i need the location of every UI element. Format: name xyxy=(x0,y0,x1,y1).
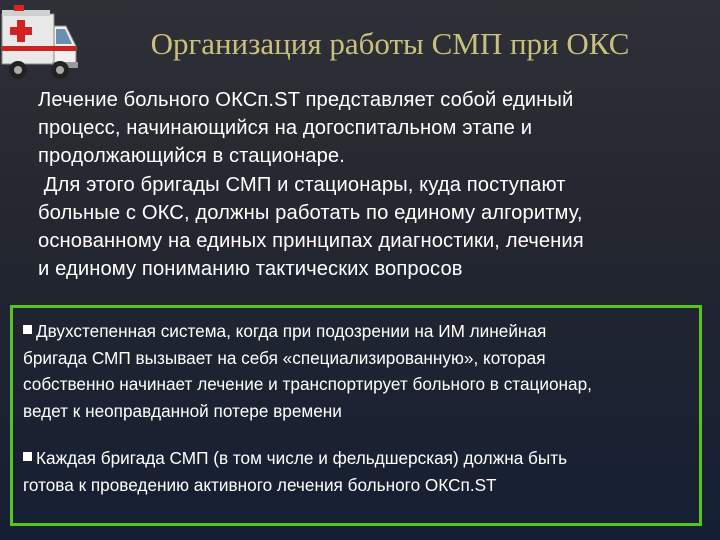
bullet-line xyxy=(23,445,699,472)
bullet-line: ведет к неоправданной потере времени xyxy=(23,400,342,421)
intro-line: и единому пониманию тактических вопросов xyxy=(38,258,463,281)
bullet-line: готова к проведению активного лечения больного ОКСп.ST xyxy=(23,474,497,495)
square-bullet-icon xyxy=(23,452,32,461)
ambulance-icon xyxy=(0,0,78,82)
intro-line: больные с ОКС, должны работать по единому алгоритму, xyxy=(38,201,583,224)
bullet-line: бригада СМП вызывает на себя «специализированную», которая xyxy=(23,347,546,368)
intro-line: Для этого бригады СМП и стационары, куда поступают xyxy=(38,173,566,196)
intro-line: основанному на единых принципах диагностики, лечения xyxy=(38,230,584,253)
bullet-item xyxy=(23,318,699,424)
intro-line: Лечение больного ОКСп.ST представляет собой единый xyxy=(38,89,574,111)
intro-line: продолжающийся в стационаре. xyxy=(38,145,345,168)
slide-title: Организация работы СМП при ОКС xyxy=(150,26,630,61)
intro-paragraph xyxy=(38,86,708,283)
bullet-item xyxy=(23,445,699,498)
square-bullet-icon xyxy=(23,325,32,334)
bullet-text: Каждая бригада СМП (в том числе и фельдшерская) должна быть xyxy=(36,448,568,468)
intro-line: процесс, начинающийся на догоспитальном этапе и xyxy=(38,117,533,140)
bullet-line xyxy=(23,318,699,345)
bullet-text: Двухстепенная система, когда при подозрении на ИМ линейная xyxy=(36,321,547,341)
bullet-line: собственно начинает лечение и транспортирует больного в стационар, xyxy=(23,374,592,395)
highlight-box xyxy=(10,305,702,526)
